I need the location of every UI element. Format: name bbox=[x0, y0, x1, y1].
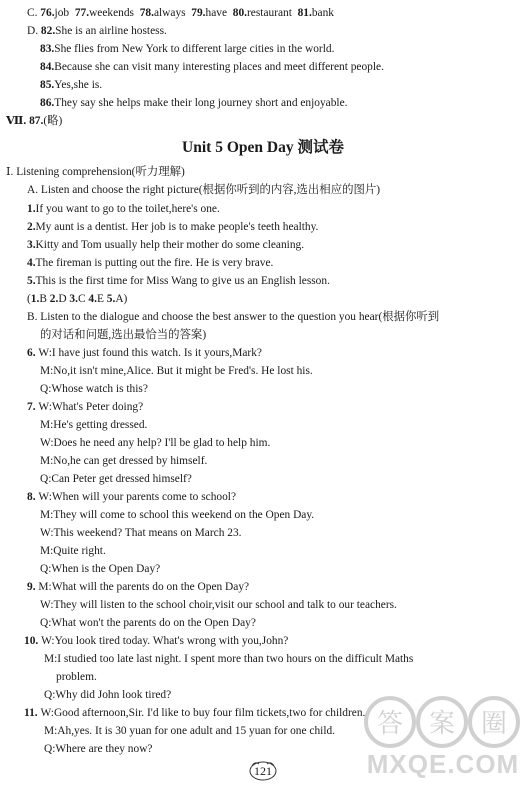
watermark-text: MXQE.COM bbox=[366, 749, 520, 779]
dialogue-10-line-3: problem. bbox=[56, 671, 97, 683]
dialogue-6-line-2: M:No,it isn't mine,Alice. But it might be Fred's. He lost his. bbox=[40, 365, 313, 377]
section-b-heading-1: B. Listen to the dialogue and choose the best answer to the question you hear(根据你听到 bbox=[27, 311, 440, 323]
dialogue-7-line-4: M:No,he can get dressed by himself. bbox=[40, 455, 208, 467]
dialogue-11-line-3: Q:Where are they now? bbox=[44, 743, 153, 755]
section-b-heading-2: 的对话和问题,选出最恰当的答案) bbox=[40, 329, 207, 341]
dialogue-7-line-3: W:Does he need any help? I'll be glad to help him. bbox=[40, 437, 271, 449]
svg-text:答: 答 bbox=[376, 709, 404, 739]
dialogue-7-line-2: M:He's getting dressed. bbox=[40, 419, 148, 431]
dialogue-9-line-3: Q:What won't the parents do on the Open Day? bbox=[40, 617, 256, 629]
dialogue-10-line-2: M:I studied too late last night. I spent more than two hours on the difficult Maths bbox=[44, 653, 414, 665]
svg-text:案: 案 bbox=[428, 709, 456, 739]
dialogue-8-line-2: M:They will come to school this weekend on the Open Day. bbox=[40, 509, 315, 521]
question-1: 1.If you want to go to the toilet,here's one. bbox=[27, 203, 220, 215]
question-2: 2.My aunt is a dentist. Her job is to make people's teeth healthy. bbox=[27, 221, 319, 233]
dialogue-8-line-5: Q:When is the Open Day? bbox=[40, 563, 161, 575]
answer-line-c: C. 76.job 77.weekends 78.always 79.have 80.restaurant 81.bank bbox=[27, 7, 335, 19]
answer-line-86: 86.They say she helps make their long journey short and enjoyable. bbox=[40, 97, 348, 109]
answers-a: (1.B 2.D 3.C 4.E 5.A) bbox=[27, 293, 128, 305]
dialogue-8-line-3: W:This weekend? That means on March 23. bbox=[40, 527, 242, 539]
page-number: 121 bbox=[248, 760, 278, 782]
section-a-heading: A. Listen and choose the right picture(根据你听到的内容,选出相应的图片) bbox=[27, 184, 381, 196]
question-3: 3.Kitty and Tom usually help their mother do some cleaning. bbox=[27, 239, 305, 251]
dialogue-8-line-1: 8. W:When will your parents come to school? bbox=[27, 491, 236, 503]
dialogue-7-line-5: Q:Can Peter get dressed himself? bbox=[40, 473, 192, 485]
answer-line-d: D. 82.She is an airline hostess. bbox=[27, 25, 167, 37]
watermark-logo-icon bbox=[360, 688, 526, 758]
svg-text:圈: 圈 bbox=[480, 709, 508, 739]
answer-line-85: 85.Yes,she is. bbox=[40, 79, 103, 91]
answer-line-84: 84.Because she can visit many interesting places and meet different people. bbox=[40, 61, 384, 73]
dialogue-6-line-3: Q:Whose watch is this? bbox=[40, 383, 148, 395]
dialogue-11-line-1: 11. W:Good afternoon,Sir. I'd like to buy four film tickets,two for children. bbox=[24, 707, 366, 719]
section-heading-listening: Ⅰ. Listening comprehension(听力理解) bbox=[6, 166, 185, 178]
unit-title: Unit 5 Open Day 测试卷 bbox=[182, 139, 344, 156]
question-4: 4.The fireman is putting out the fire. He is very brave. bbox=[27, 257, 274, 269]
dialogue-9-line-1: 9. M:What will the parents do on the Open Day? bbox=[27, 581, 250, 593]
dialogue-8-line-4: M:Quite right. bbox=[40, 545, 106, 557]
dialogue-7-line-1: 7. W:What's Peter doing? bbox=[27, 401, 144, 413]
answer-line-83: 83.She flies from New York to different large cities in the world. bbox=[40, 43, 335, 55]
dialogue-10-line-1: 10. W:You look tired today. What's wrong with you,John? bbox=[24, 635, 289, 647]
dialogue-9-line-2: W:They will listen to the school choir,visit our school and talk to our teachers. bbox=[40, 599, 397, 611]
dialogue-10-line-4: Q:Why did John look tired? bbox=[44, 689, 172, 701]
dialogue-11-line-2: M:Ah,yes. It is 30 yuan for one adult and 15 yuan for one child. bbox=[44, 725, 336, 737]
answer-line-vii: Ⅶ. 87.(略) bbox=[6, 115, 63, 127]
watermark bbox=[360, 688, 526, 786]
question-5: 5.This is the first time for Miss Wang to give us an English lesson. bbox=[27, 275, 330, 287]
dialogue-6-line-1: 6. W:I have just found this watch. Is it yours,Mark? bbox=[27, 347, 262, 359]
